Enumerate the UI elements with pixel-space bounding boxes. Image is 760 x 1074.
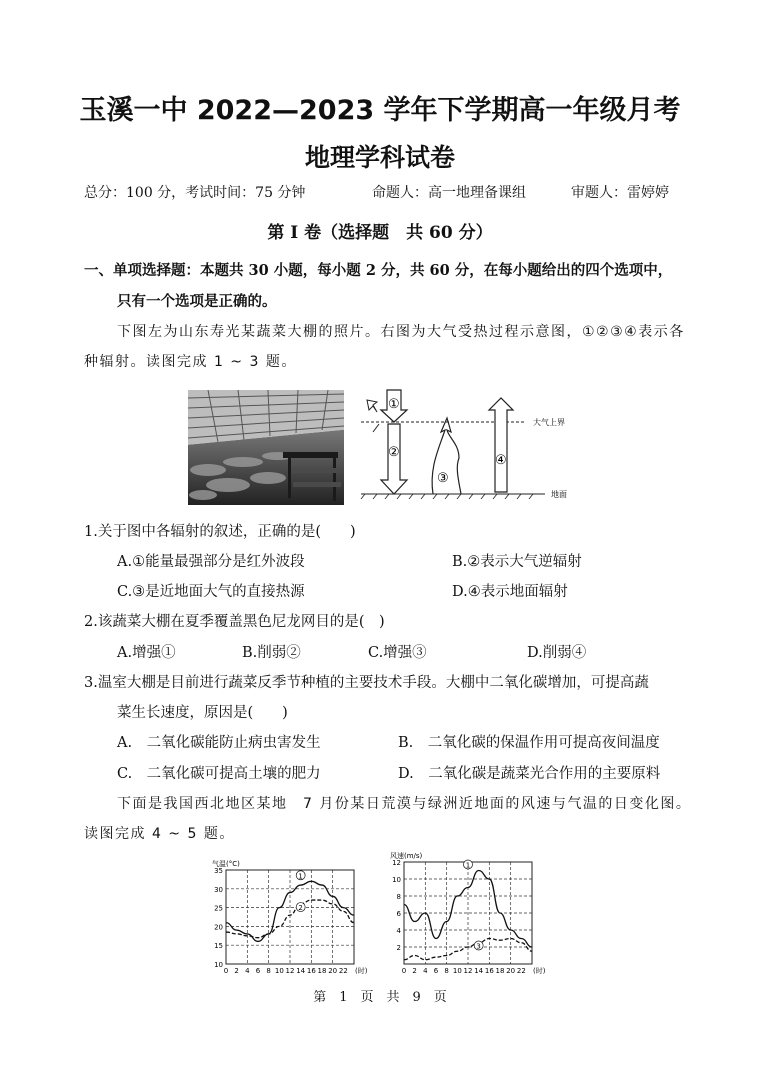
- radiation-label-2: ②: [388, 445, 400, 460]
- x-tick-label: 8: [266, 967, 271, 975]
- question-3-option-b: B. 二氧化碳的保温作用可提高夜间温度: [398, 735, 660, 751]
- question-1-option-a: A.①能量最强部分是红外波段: [117, 554, 305, 570]
- x-tick-label: 20: [506, 967, 516, 975]
- exam-author: 命题人：高一地理备课组: [372, 185, 526, 201]
- y-tick-label: 4: [396, 927, 401, 935]
- y-tick-label: 25: [214, 904, 223, 913]
- x-tick-label: 20: [328, 967, 338, 975]
- exam-reviewer: 审题人：雷婷婷: [571, 185, 669, 201]
- question-2-stem: 2.该蔬菜大棚在夏季覆盖黑色尼龙网目的是( ): [84, 614, 385, 630]
- x-tick-label: 6: [255, 967, 261, 975]
- y-tick-label: 2: [396, 944, 401, 952]
- question-1-option-b: B.②表示大气逆辐射: [452, 554, 582, 570]
- y-tick-label: 12: [392, 859, 401, 867]
- series-label: 2: [298, 904, 303, 913]
- ground-label: 地面: [551, 490, 567, 499]
- y-tick-label: 30: [214, 885, 223, 894]
- y-axis-label: 风速(m/s): [390, 852, 423, 860]
- question-3-option-c: C. 二氧化碳可提高土壤的肥力: [117, 766, 321, 782]
- y-tick-label: 10: [392, 876, 401, 884]
- x-tick-label: 16: [484, 967, 494, 975]
- chart-grid: [226, 870, 354, 964]
- question-2-option-a: A.增强①: [117, 645, 176, 661]
- x-tick-label: 10: [452, 967, 462, 975]
- y-tick-label: 20: [214, 923, 223, 932]
- page-footer: 第 1 页 共 9 页: [313, 990, 447, 1005]
- question-1-stem: 1.关于图中各辐射的叙述，正确的是( ): [84, 524, 356, 540]
- question-1-option-d: D.④表示地面辐射: [452, 584, 568, 600]
- part-one-heading: 一、单项选择题：本题共 30 小题，每小题 2 分，共 60 分，在每小题给出的四个选项中，: [84, 262, 673, 279]
- intro-paragraph-1-cont: 种辐射。读图完成 1 ~ 3 题。: [84, 354, 297, 370]
- series-label: 1: [298, 872, 303, 881]
- x-tick-label: 8: [444, 967, 449, 975]
- y-tick-label: 10: [214, 961, 223, 969]
- intro-paragraph-2: 下面是我国西北地区某地 7 月份某日荒漠与绿洲近地面的风速与气温的日变化图。: [117, 796, 692, 812]
- atmosphere-heating-diagram: [355, 388, 580, 506]
- question-3-stem: 3.温室大棚是目前进行蔬菜反季节种植的主要技术手段。大棚中二氧化碳增加，可提高蔬: [84, 675, 649, 691]
- x-tick-label: 22: [516, 967, 526, 975]
- question-2-option-d: D.削弱④: [527, 645, 587, 661]
- radiation-label-3: ③: [437, 471, 449, 486]
- y-tick-label: 6: [396, 910, 401, 918]
- x-tick-label: 14: [474, 967, 484, 975]
- exam-subtitle: 地理学科试卷: [304, 143, 455, 172]
- part-one-heading-cont: 只有一个选项是正确的。: [117, 293, 277, 310]
- x-tick-label: 6: [433, 967, 439, 975]
- series-label: 1: [465, 861, 471, 870]
- x-tick-label: 0: [223, 967, 229, 975]
- question-1-option-c: C.③是近地面大气的直接热源: [117, 584, 305, 600]
- question-3-stem-cont: 菜生长速度，原因是( ): [117, 705, 288, 721]
- x-axis-label: (时): [533, 967, 546, 975]
- series-label: 3: [476, 942, 481, 951]
- section-title: 第 I 卷（选择题 共 60 分）: [267, 223, 493, 243]
- y-tick-label: 35: [214, 867, 223, 875]
- x-tick-label: 10: [274, 967, 284, 975]
- x-tick-label: 2: [234, 967, 239, 975]
- radiation-label-4: ④: [495, 453, 507, 468]
- exam-title: 玉溪一中 2022—2023 学年下学期高一年级月考: [79, 95, 681, 126]
- y-tick-label: 8: [396, 893, 401, 901]
- x-tick-label: 18: [317, 967, 327, 975]
- x-tick-label: 12: [285, 967, 295, 975]
- atmosphere-top-label: 大气上界: [533, 418, 565, 427]
- question-3-option-d: D. 二氧化碳是蔬菜光合作用的主要原料: [398, 766, 661, 782]
- greenhouse-photo: [188, 390, 344, 505]
- x-axis-label: (时): [355, 967, 368, 975]
- x-tick-label: 12: [463, 967, 473, 975]
- x-tick-label: 4: [423, 967, 428, 975]
- radiation-arrow-4: [489, 398, 513, 492]
- y-axis-label: 气温(°C): [212, 860, 240, 868]
- temperature-chart: [208, 848, 368, 978]
- x-tick-label: 4: [245, 967, 250, 975]
- exam-total-time: 总分：100 分，考试时间：75 分钟: [84, 185, 306, 201]
- radiation-label-1: ①: [388, 397, 400, 412]
- question-2-option-b: B.削弱②: [242, 645, 301, 661]
- x-tick-label: 16: [306, 967, 316, 975]
- x-tick-label: 0: [401, 967, 407, 975]
- wind-speed-chart: [384, 848, 552, 978]
- x-tick-label: 18: [495, 967, 505, 975]
- ground-line: [361, 494, 545, 499]
- intro-paragraph-1: 下图左为山东寿光某蔬菜大棚的照片。右图为大气受热过程示意图，①②③④表示各: [117, 324, 685, 340]
- question-2-option-c: C.增强③: [368, 645, 427, 661]
- x-tick-label: 22: [338, 967, 348, 975]
- y-tick-label: 15: [214, 942, 223, 951]
- intro-paragraph-2-cont: 读图完成 4 ~ 5 题。: [84, 826, 235, 842]
- x-tick-label: 2: [412, 967, 417, 975]
- x-tick-label: 14: [296, 967, 306, 975]
- question-3-option-a: A. 二氧化碳能防止病虫害发生: [117, 735, 321, 751]
